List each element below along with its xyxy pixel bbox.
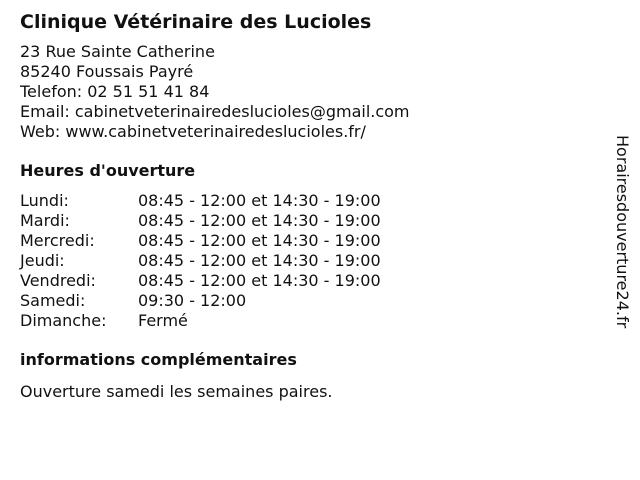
hours-row-friday xyxy=(20,271,600,291)
time-value: 08:45 - 12:00 et 14:30 - 19:00 xyxy=(138,271,381,290)
address-block xyxy=(20,42,600,142)
day-label: Lundi: xyxy=(20,191,69,210)
clinic-card xyxy=(20,10,600,402)
hours-table xyxy=(20,191,600,331)
day-label: Jeudi: xyxy=(20,251,65,270)
day-label: Mardi: xyxy=(20,211,70,230)
phone-line: Telefon: 02 51 51 41 84 xyxy=(20,82,210,101)
day-label: Samedi: xyxy=(20,291,86,310)
street-address: 23 Rue Sainte Catherine xyxy=(20,42,215,61)
hours-row-tuesday xyxy=(20,211,600,231)
hours-row-wednesday xyxy=(20,231,600,251)
hours-row-thursday xyxy=(20,251,600,271)
time-value: Fermé xyxy=(138,311,188,330)
site-watermark: Horairesdouverture24.fr xyxy=(613,135,632,329)
day-label: Dimanche: xyxy=(20,311,107,330)
time-value: 08:45 - 12:00 et 14:30 - 19:00 xyxy=(138,191,381,210)
city-address: 85240 Foussais Payré xyxy=(20,62,194,81)
time-value: 08:45 - 12:00 et 14:30 - 19:00 xyxy=(138,211,381,230)
info-heading: informations complémentaires xyxy=(20,350,297,369)
clinic-name: Clinique Vétérinaire des Lucioles xyxy=(20,11,372,33)
hours-row-saturday xyxy=(20,291,600,311)
hours-row-monday xyxy=(20,191,600,211)
hours-heading: Heures d'ouverture xyxy=(20,161,196,180)
time-value: 08:45 - 12:00 et 14:30 - 19:00 xyxy=(138,251,381,270)
time-value: 09:30 - 12:00 xyxy=(138,291,247,310)
hours-row-sunday xyxy=(20,311,600,331)
web-line: Web: www.cabinetveterinairedeslucioles.fr/ xyxy=(20,122,366,141)
time-value: 08:45 - 12:00 et 14:30 - 19:00 xyxy=(138,231,381,250)
day-label: Vendredi: xyxy=(20,271,96,290)
email-line: Email: cabinetveterinairedeslucioles@gmail.com xyxy=(20,102,410,121)
info-text: Ouverture samedi les semaines paires. xyxy=(20,382,333,401)
day-label: Mercredi: xyxy=(20,231,95,250)
